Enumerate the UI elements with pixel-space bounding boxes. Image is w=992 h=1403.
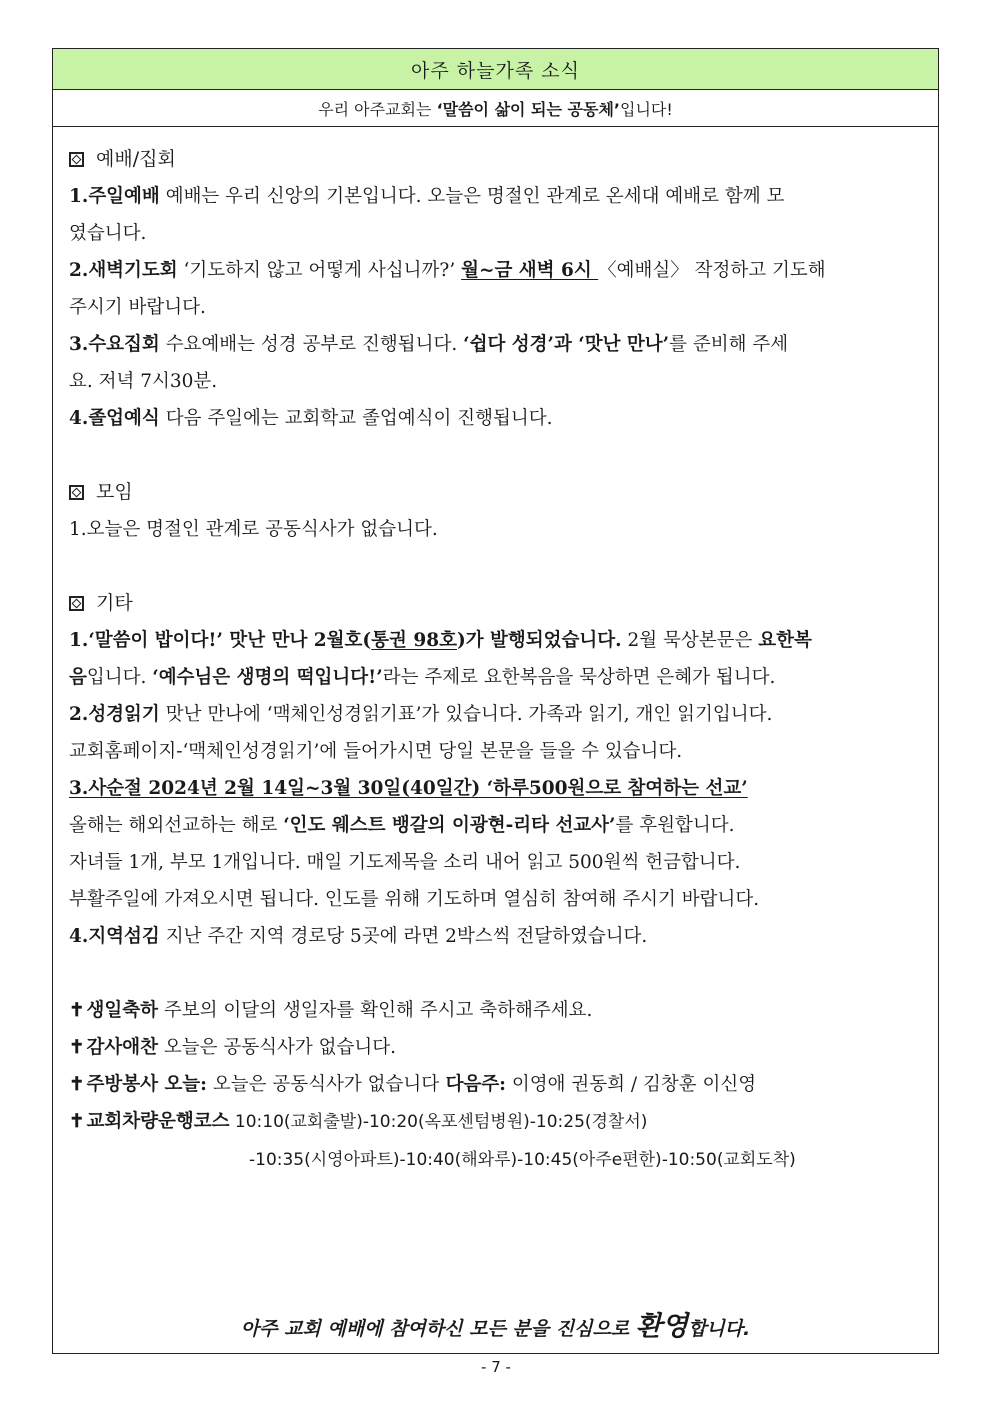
worship-item-2-cont: 주시기 바랍니다. (69, 297, 206, 318)
bulletin-subtitle-bar (53, 90, 938, 127)
worship-item-4: 4.졸업예식 다음 주일에는 교회학교 졸업예식이 진행됩니다. (69, 408, 553, 429)
etc-item-3-line3: 자녀들 1개, 부모 1개입니다. 매일 기도제목을 소리 내어 읽고 500원씩 헌금합니다. (69, 852, 741, 873)
etc-item-1: 1.‘말씀이 밥이다!’ 맛난 만나 2월호(통권 98호)가 발행되었습니다. 2월 묵상본문은 요한복 (69, 630, 812, 651)
etc-item-3: 3.사순절 2024년 2월 14일~3월 30일(40일간) ‘하루500원으로 참여하는 선교’ (69, 778, 748, 799)
section-heading-meeting: 모임 (69, 474, 928, 511)
etc-item-3-line4: 부활주일에 가져오시면 됩니다. 인도를 위해 기도하며 열심히 참여해 주시기 바랍니다. (69, 889, 760, 910)
etc-item-2: 2.성경읽기 맛난 만나에 ‘맥체인성경읽기표’가 있습니다. 가족과 읽기, 개인 읽기입니다. (69, 704, 773, 725)
worship-item-1: 1.주일예배 예배는 우리 신앙의 기본입니다. 오늘은 명절인 관계로 온세대 예배로 함께 모 (69, 186, 785, 207)
diamond-box-icon (69, 152, 84, 167)
cross-icon: ✝ (69, 1037, 85, 1058)
bulletin-subtitle: 우리 아주교회는 ‘말씀이 삶이 되는 공동체’입니다! (318, 99, 673, 119)
bulletin-content (53, 127, 938, 1179)
notice-shuttle: ✝ 교회차량운행코스 10:10(교회출발)-10:20(옥포센텀병원)-10:25(경찰서) (69, 1111, 648, 1132)
cross-icon: ✝ (69, 1000, 85, 1021)
welcome-message: 아주 교회 예배에 참여하신 모든 분을 진심으로 환영합니다. (240, 1311, 751, 1342)
etc-item-1-cont: 음입니다. ‘예수님은 생명의 떡입니다!’라는 주제로 요한복음을 묵상하면 은혜가 됩니다. (69, 667, 776, 688)
cross-icon: ✝ (69, 1111, 85, 1132)
worship-item-3: 3.수요집회 수요예배는 성경 공부로 진행됩니다. ‘쉽다 성경’과 ‘맛난 만나’를 준비해 주세 (69, 334, 789, 355)
etc-item-3-line2: 올해는 해외선교하는 해로 ‘인도 웨스트 뱅갈의 이광현-리타 선교사’를 후원합니다. (69, 815, 735, 836)
cross-icon: ✝ (69, 1074, 85, 1095)
etc-item-4: 4.지역섬김 지난 주간 지역 경로당 5곳에 라면 2박스씩 전달하였습니다. (69, 926, 648, 947)
worship-item-1-cont: 였습니다. (69, 223, 147, 244)
etc-item-2-cont: 교회홈페이지-‘맥체인성경읽기’에 들어가시면 당일 본문을 들을 수 있습니다. (69, 741, 683, 762)
bulletin-title-bar (53, 49, 938, 90)
section-heading-etc: 기타 (69, 585, 928, 622)
notice-shuttle-cont: -10:35(시영아파트)-10:40(해와루)-10:45(아주e편한)-10:50(교회도착) (249, 1150, 796, 1170)
notice-birthday: ✝ 생일축하 주보의 이달의 생일자를 확인해 주시고 축하해주세요. (69, 1000, 593, 1021)
worship-item-3-cont: 요. 저녁 7시30분. (69, 371, 218, 392)
bulletin-title: 아주 하늘가족 소식 (411, 59, 580, 82)
notice-kitchen: ✝ 주방봉사 오늘: 오늘은 공동식사가 없습니다 다음주: 이영애 권동희 / 김창훈 이신영 (69, 1074, 757, 1095)
diamond-box-icon (69, 485, 84, 500)
notice-thanks-meal: ✝ 감사애찬 오늘은 공동식사가 없습니다. (69, 1037, 396, 1058)
diamond-box-icon (69, 596, 84, 611)
bulletin-frame (52, 48, 939, 1354)
page-number: - 7 - (481, 1358, 511, 1376)
worship-item-2: 2.새벽기도회 ‘기도하지 않고 어떻게 사십니까?’ 월~금 새벽 6시 〈예배실〉 작정하고 기도해 (69, 260, 826, 281)
section-heading-worship: 예배/집회 (69, 141, 928, 178)
meeting-item-1: 1.오늘은 명절인 관계로 공동식사가 없습니다. (69, 519, 438, 540)
